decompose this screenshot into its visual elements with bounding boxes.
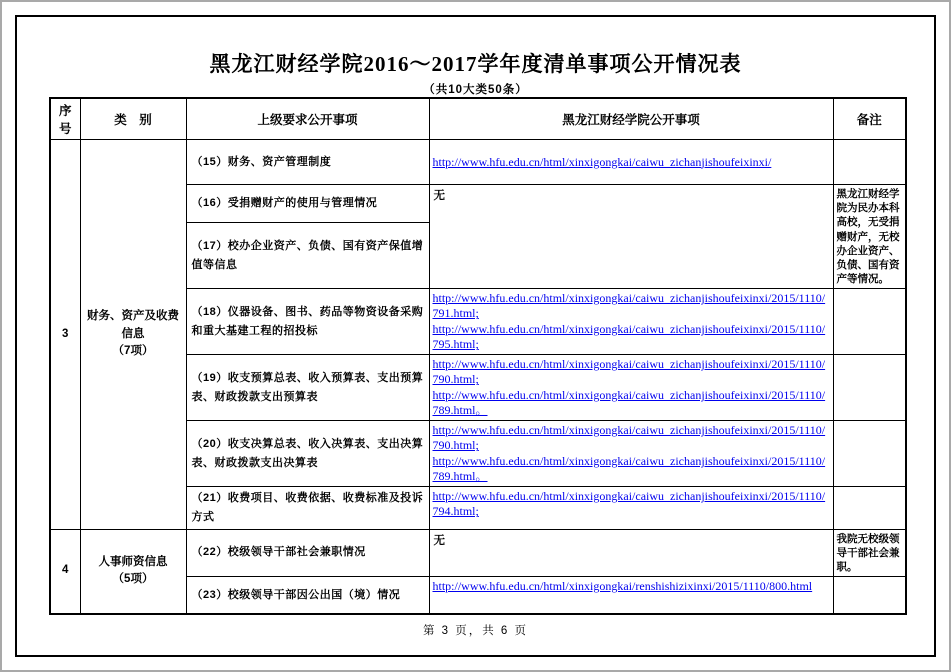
- column-header-remark: 备注: [833, 98, 906, 140]
- page-subtitle: （共10大类50条）: [423, 84, 528, 96]
- required-item: （17）校办企业资产、负债、国有资产保值增值等信息: [186, 223, 429, 289]
- required-item: （20）收支决算总表、收入决算表、支出决算表、财政拨款支出决算表: [186, 421, 429, 487]
- public-item-link[interactable]: http://www.hfu.edu.cn/html/xinxigongkai/caiwu_zichanjishoufeixinxi/2015/1110/789.html。: [432, 454, 826, 484]
- section-number: 3: [50, 140, 80, 530]
- no-content-value: 无: [429, 185, 833, 289]
- section-number: 4: [50, 529, 80, 614]
- table-row: [50, 529, 906, 577]
- section-category: [80, 140, 186, 530]
- remark-note: 黑龙江财经学院为民办本科高校，无受捐赠财产，无校办企业资产、负债、国有资产等情况。: [833, 185, 906, 289]
- remark-note: 我院无校级领导干部社会兼职。: [833, 529, 906, 577]
- page-footer: 第 3 页，共 6 页: [422, 625, 529, 637]
- remark-cell: [833, 487, 906, 529]
- required-item: （21）收费项目、收费依据、收费标准及投诉方式: [186, 487, 429, 529]
- public-item-link[interactable]: http://www.hfu.edu.cn/html/xinxigongkai/caiwu_zichanjishoufeixinxi/2015/1110/795.html;: [432, 322, 826, 352]
- disclosure-table: [49, 97, 907, 615]
- remark-cell: [833, 355, 906, 421]
- remark-cell: [833, 289, 906, 355]
- public-item-link[interactable]: http://www.hfu.edu.cn/html/xinxigongkai/renshishizixinxi/2015/1110/800.html: [432, 579, 813, 594]
- section-category-count: （5项）: [112, 573, 154, 586]
- section-category: [80, 529, 186, 614]
- column-header-required-items: 上级要求公开事项: [186, 98, 429, 140]
- public-item-link[interactable]: http://www.hfu.edu.cn/html/xinxigongkai/caiwu_zichanjishoufeixinxi/2015/1110/794.html;: [432, 489, 826, 519]
- section-category-name: 财务、资产及收费信息: [87, 310, 179, 340]
- public-item-link[interactable]: http://www.hfu.edu.cn/html/xinxigongkai/caiwu_zichanjishoufeixinxi/: [432, 154, 772, 169]
- college-disclosure-cell: [429, 140, 833, 185]
- column-header-category: 类 别: [80, 98, 186, 140]
- table-header-row: [50, 98, 906, 140]
- remark-cell: [833, 577, 906, 614]
- college-disclosure-cell: [429, 289, 833, 355]
- required-item: （23）校级领导干部因公出国（境）情况: [186, 577, 429, 614]
- public-item-link[interactable]: http://www.hfu.edu.cn/html/xinxigongkai/caiwu_zichanjishoufeixinxi/2015/1110/790.html;: [432, 423, 826, 453]
- section-category-name: 人事师资信息: [98, 555, 168, 568]
- public-item-link[interactable]: http://www.hfu.edu.cn/html/xinxigongkai/caiwu_zichanjishoufeixinxi/2015/1110/789.html。: [432, 388, 826, 418]
- required-item: （15）财务、资产管理制度: [186, 140, 429, 185]
- college-disclosure-cell: [429, 355, 833, 421]
- column-header-college-items: 黑龙江财经学院公开事项: [429, 98, 833, 140]
- college-disclosure-cell: [429, 577, 833, 614]
- page-title: 黑龙江财经学院2016～2017学年度清单事项公开情况表: [209, 52, 742, 76]
- required-item: （18）仪器设备、图书、药品等物资设备采购和重大基建工程的招投标: [186, 289, 429, 355]
- public-item-link[interactable]: http://www.hfu.edu.cn/html/xinxigongkai/caiwu_zichanjishoufeixinxi/2015/1110/791.html;: [432, 291, 826, 321]
- table-row: [50, 140, 906, 185]
- required-item: （16）受捐赠财产的使用与管理情况: [186, 185, 429, 223]
- remark-cell: [833, 421, 906, 487]
- no-content-value: 无: [429, 529, 833, 577]
- remark-cell: [833, 140, 906, 185]
- column-header-no: 序号: [50, 98, 80, 140]
- required-item: （19）收支预算总表、收入预算表、支出预算表、财政拨款支出预算表: [186, 355, 429, 421]
- college-disclosure-cell: [429, 487, 833, 529]
- public-item-link[interactable]: http://www.hfu.edu.cn/html/xinxigongkai/caiwu_zichanjishoufeixinxi/2015/1110/790.html;: [432, 357, 826, 387]
- required-item: （22）校级领导干部社会兼职情况: [186, 529, 429, 577]
- college-disclosure-cell: [429, 421, 833, 487]
- section-category-count: （7项）: [112, 344, 154, 357]
